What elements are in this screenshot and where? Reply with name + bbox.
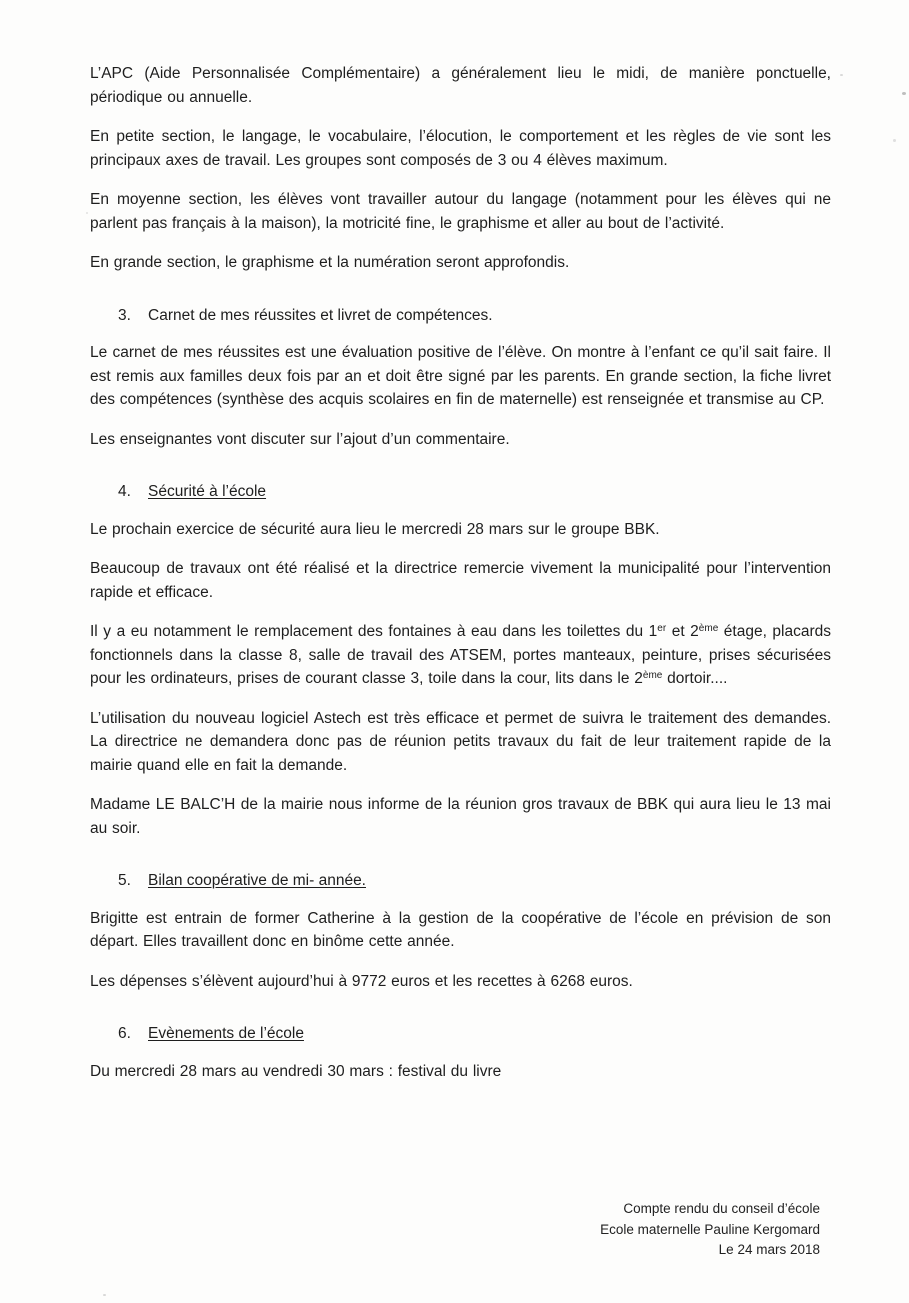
heading-bilan-cooperative bbox=[90, 869, 831, 893]
superscript-er: er bbox=[657, 623, 667, 634]
paragraph-festival-du-livre: Du mercredi 28 mars au vendredi 30 mars : festival du livre bbox=[90, 1062, 502, 1080]
paragraph-carnet-evaluation: Le carnet de mes réussites est une évaluation positive de l’élève. On montre à l’enfant ce qu’il sait faire. Il est remis aux familles deux fois par an et doit être signé par les parents. En grande section, la fiche livret des compétences (synthèse des acquis scolaires en fin de maternelle) est renseignée et transmise au CP. bbox=[90, 344, 831, 408]
scan-speck bbox=[902, 92, 906, 95]
paragraph-logiciel-astech: L’utilisation du nouveau logiciel Astech est très efficace et permet de suivra le traitement des demandes. La directrice ne demandera donc pas de réunion petits travaux du fait de leur traitement rapide de la mairie quand elle en fait la demande. bbox=[90, 709, 831, 774]
heading-securite-ecole bbox=[90, 480, 831, 504]
heading-evenements-ecole bbox=[90, 1022, 831, 1046]
heading-number: 6. bbox=[118, 1025, 131, 1042]
footer-line-school: Ecole maternelle Pauline Kergomard bbox=[600, 1221, 820, 1237]
scan-speck bbox=[893, 139, 896, 142]
paragraph-enseignantes-commentaire: Les enseignantes vont discuter sur l’ajout d’un commentaire. bbox=[90, 430, 510, 448]
footer-line-title: Compte rendu du conseil d’école bbox=[623, 1201, 820, 1216]
paragraph-depenses-recettes: Les dépenses s’élèvent aujourd’hui à 9772 euros et les recettes à 6268 euros. bbox=[90, 972, 633, 990]
scan-speck bbox=[103, 1294, 106, 1296]
paragraph-brigitte-catherine: Brigitte est entrain de former Catherine à la gestion de la coopérative de l’école en prévision de son départ. Elles travaillent donc en binôme cette année. bbox=[90, 909, 831, 950]
text-run: Il y a eu notamment le remplacement des fontaines à eau dans les toilettes du 1 bbox=[90, 623, 658, 640]
scan-speck bbox=[840, 74, 843, 76]
text-run: et 2 bbox=[666, 623, 699, 640]
document-footer bbox=[600, 1199, 820, 1261]
heading-number: 3. bbox=[118, 306, 131, 324]
paragraph-fontaines-travaux bbox=[90, 620, 831, 691]
heading-carnet-reussites bbox=[90, 304, 831, 328]
heading-label: Sécurité à l’école bbox=[148, 483, 267, 500]
heading-number: 4. bbox=[118, 483, 131, 500]
paragraph-moyenne-section: En moyenne section, les élèves vont travailler autour du langage (notamment pour les élèves qui ne parlent pas français à la maison), la motricité fine, le graphisme et aller au bout de l’activité. bbox=[90, 191, 831, 232]
paragraph-grande-section: En grande section, le graphisme et la numération seront approfondis. bbox=[90, 254, 570, 271]
document-body bbox=[90, 62, 831, 1099]
paragraph-apc: L’APC (Aide Personnalisée Complémentaire) a généralement lieu le midi, de manière ponctuelle, périodique ou annuelle. bbox=[90, 65, 831, 106]
text-run: étage, placards fonctionnels dans la classe 8, salle de travail des ATSEM, portes manteaux, peinture, prises sécurisées pour les ordinateurs, prises de courant classe 3, toile dans la cour, lits dans le 2 bbox=[90, 623, 831, 687]
footer-line-date: Le 24 mars 2018 bbox=[718, 1242, 820, 1257]
heading-label: Evènements de l’école bbox=[148, 1025, 304, 1042]
paragraph-madame-le-balch: Madame LE BALC’H de la mairie nous informe de la réunion gros travaux de BBK qui aura lieu le 13 mai au soir. bbox=[90, 796, 831, 837]
superscript-eme: ème bbox=[698, 623, 719, 634]
heading-label: Carnet de mes réussites et livret de compétences. bbox=[148, 306, 493, 324]
paragraph-travaux-municipalite: Beaucoup de travaux ont été réalisé et la directrice remercie vivement la municipalité pour l’intervention rapide et efficace. bbox=[90, 560, 831, 601]
heading-label: Bilan coopérative de mi- année. bbox=[148, 872, 366, 889]
text-run: dortoir.... bbox=[662, 670, 728, 687]
heading-number: 5. bbox=[118, 872, 131, 889]
scan-speck bbox=[86, 212, 88, 214]
paragraph-petite-section: En petite section, le langage, le vocabulaire, l’élocution, le comportement et les règles de vie sont les principaux axes de travail. Les groupes sont composés de 3 ou 4 élèves maximum. bbox=[90, 128, 831, 169]
paragraph-exercice-securite: Le prochain exercice de sécurité aura lieu le mercredi 28 mars sur le groupe BBK. bbox=[90, 520, 660, 538]
superscript-eme: ème bbox=[642, 670, 663, 681]
